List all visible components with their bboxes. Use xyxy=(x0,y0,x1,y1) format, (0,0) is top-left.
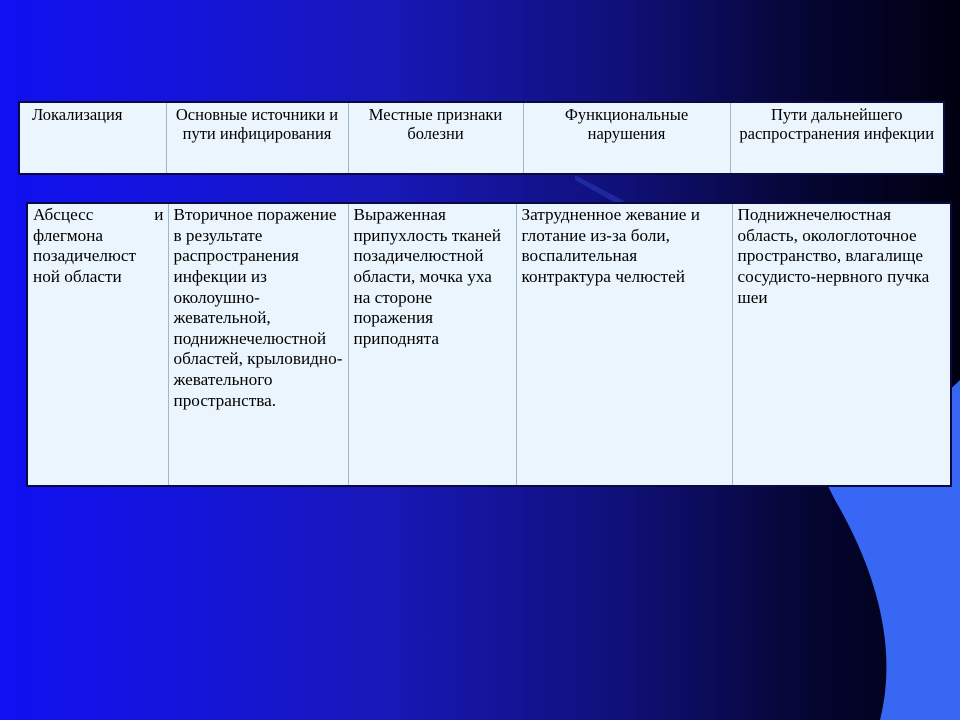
header-cell-localization: Локализация xyxy=(19,102,166,174)
cell-functional-disorders: Затрудненное жевание и глотание из-за боли, воспалительная контрактура челюстей xyxy=(516,203,732,486)
header-cell-spread-paths: Пути дальнейшего распространения инфекции xyxy=(739,105,935,143)
cell-spread-paths: Поднижнечелюстная область, окологлоточное пространство, влагалище сосудисто-нервного пучка шеи xyxy=(737,205,930,307)
cell-localization-line-2: флегмона xyxy=(33,225,104,245)
header-cell-functional-disorders: Функциональные нарушения xyxy=(523,102,730,174)
cell-localization xyxy=(27,203,168,486)
header-table xyxy=(18,101,945,175)
cell-localization-line-1 xyxy=(33,205,164,226)
header-cell-sources: Основные источники и пути инфицирования xyxy=(166,102,348,174)
cell-sources: Вторичное поражение в результате распространения инфекции из околоушно-жевательной, поднижнечелюстной областей, крыловидно-жевательного пространства. xyxy=(168,203,348,486)
cell-localization-line-1-conjunction: и xyxy=(154,205,164,224)
body-table xyxy=(26,202,952,487)
cell-localization-line-4: ной области xyxy=(33,266,122,286)
table-row xyxy=(27,203,951,486)
header-row xyxy=(19,102,944,174)
header-cell-local-signs: Местные признаки болезни xyxy=(348,102,523,174)
cell-localization-line-3: позадичелюст xyxy=(33,246,136,266)
cell-local-signs: Выраженная припухлость тканей позадичелюстной области, мочка уха на стороне поражения приподнята xyxy=(348,203,516,486)
cell-localization-line-1-text: Абсцесс xyxy=(33,205,94,224)
